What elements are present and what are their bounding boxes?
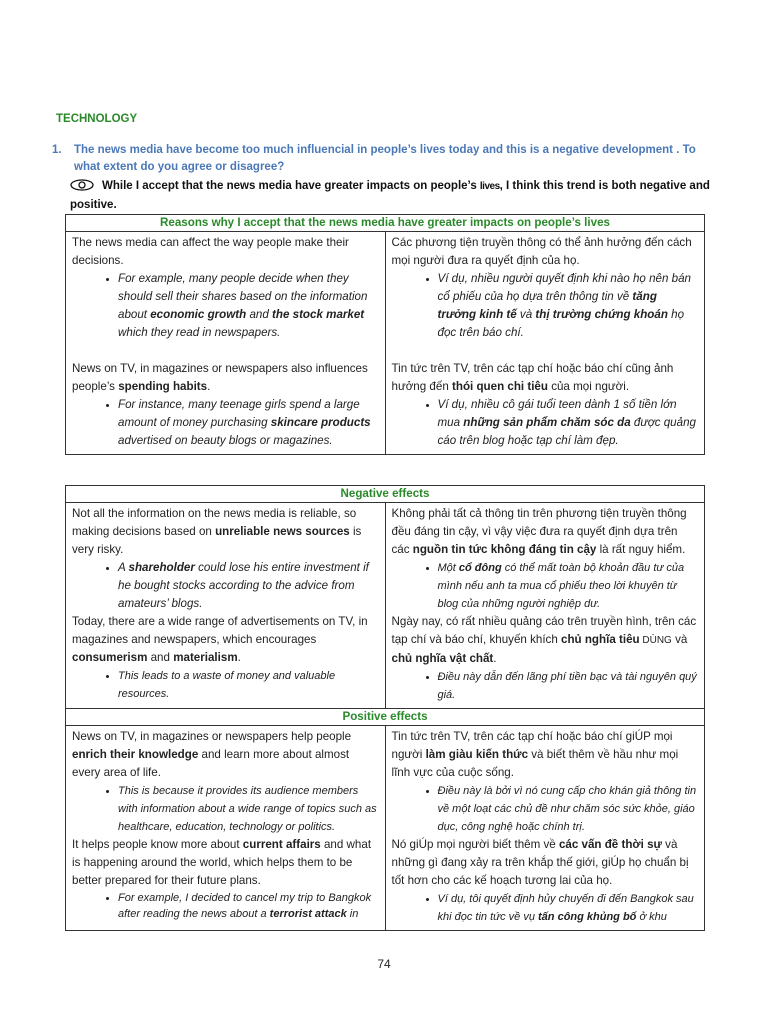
neg-en-point-2: Today, there are a wide range of advertisements on TV, in magazines and newspapers, which encourages consumerism and materialism.: [72, 615, 368, 664]
page-number: 74: [377, 957, 391, 971]
negative-vietnamese-cell: [385, 503, 705, 709]
pos-vi-point-2: Nó giÚp mọi người biết thêm về các vấn đề thời sự và những gì đang xảy ra trên khắp thế giới, giÚp họ chuẩn bị tốt hơn cho các kế hoạch tương lai của họ.: [391, 838, 689, 887]
pos-vi-example-1: • Điều này là bởi vì nó cung cấp cho khán giả thông tin về một loạt các chủ đề như chăm sóc sức khỏe, giáo dục, công nghệ hoặc chính trị.: [438, 782, 699, 836]
pos-en-example-2: • For example, I decided to cancel my trip to Bangkok after reading the news about a terrorist attack in: [118, 890, 379, 922]
reasons-vi-example-1: • Ví dụ, nhiều người quyết định khi nào họ nên bán cổ phiếu của họ dựa trên thông tin về tăng trưởng kinh tế và thị trường chứng khoán họ đọc trên báo chí.: [438, 270, 699, 342]
reasons-vi-example-2: • Ví dụ, nhiều cô gái tuổi teen dành 1 số tiền lớn mua những sản phẩm chăm sóc da được quảng cáo trên blog hoặc tạp chí làm đẹp.: [438, 396, 699, 450]
neg-vi-point-1: Không phải tất cả thông tin trên phương tiện truyền thông đều đáng tin cậy, vì vậy việc đưa ra quyết định dựa trên các nguồn tin tức không đáng tin cậy là rất nguy hiểm.: [391, 507, 687, 556]
thesis-lives: lives: [479, 181, 500, 192]
neg-en-point-1: Not all the information on the news media is reliable, so making decisions based on unreliable news sources is very risky.: [72, 507, 362, 556]
reasons-en-example-1: • For example, many people decide when they should sell their shares based on the information about economic growth and the stock market which they read in newspapers.: [118, 270, 379, 342]
pos-vi-point-1: Tin tức trên TV, trên các tạp chí hoặc báo chí giÚP mọi người làm giàu kiến thức và biết thêm về hầu như mọi lĩnh vực của cuộc sống.: [391, 730, 679, 779]
negative-effects-header: Negative effects: [66, 486, 705, 503]
thesis-statement: [70, 178, 710, 214]
neg-en-example-1: • A shareholder could lose his entire investment if he bought stocks according to the advice from amateurs’ blogs.: [118, 559, 379, 613]
neg-vi-example-1: • Một cổ đông có thể mất toàn bộ khoản đầu tư của mình nếu anh ta mua cổ phiếu theo lời khuyên từ blog của những người nghiệp dư.: [438, 559, 699, 613]
reasons-vi-point-1: Các phương tiện truyền thông có thể ảnh hưởng đến cách mọi người đưa ra quyết định của họ.: [391, 236, 692, 267]
reasons-vietnamese-cell: [385, 232, 705, 455]
negative-english-cell: [66, 503, 386, 709]
question-text: The news media have become too much influencial in people’s lives today and this is a negative development . To what extent do you agree or disagree?: [74, 144, 696, 173]
thesis-text-2: , I think this trend is both negative and positive.: [70, 180, 710, 211]
reasons-en-example-2: • For instance, many teenage girls spend a large amount of money purchasing skincare products advertised on beauty blogs or magazines.: [118, 396, 379, 450]
reasons-english-cell: [66, 232, 386, 455]
question-number: 1.: [52, 144, 62, 156]
section-heading: TECHNOLOGY: [56, 113, 138, 125]
positive-effects-header: Positive effects: [66, 709, 705, 726]
pos-vi-example-2: • Ví dụ, tôi quyết định hủy chuyến đi đến Bangkok sau khi đọc tin tức về vụ tấn công khủng bố ở khu: [438, 890, 699, 926]
reasons-table: [65, 214, 705, 455]
pos-en-example-1: • This is because it provides its audience members with information about a wide range of topics such as healthcare, education, technology or politics.: [118, 782, 379, 836]
pos-en-point-1: News on TV, in magazines or newspapers help people enrich their knowledge and learn more about almost every area of life.: [72, 730, 352, 779]
neg-vi-example-2: • Điều này dẫn đến lãng phí tiền bạc và tài nguyên quý giá.: [438, 668, 699, 704]
reasons-en-point-1: The news media can affect the way people make their decisions.: [72, 236, 349, 267]
positive-vietnamese-cell: [385, 726, 705, 931]
reasons-en-point-2: News on TV, in magazines or newspapers also influences people’s spending habits.: [72, 362, 368, 393]
eye-icon: [70, 179, 94, 197]
pos-en-point-2: It helps people know more about current affairs and what is happening around the world, which helps them to be better prepared for their future plans.: [72, 838, 372, 887]
thesis-text-1: While I accept that the news media have greater impacts on people’s: [102, 180, 480, 192]
reasons-vi-point-2: Tin tức trên TV, trên các tạp chí hoặc báo chí cũng ảnh hưởng đến thói quen chi tiêu của mọi người.: [391, 362, 674, 393]
neg-en-example-2: • This leads to a waste of money and valuable resources.: [118, 667, 379, 703]
effects-table: [65, 485, 705, 931]
essay-question: [52, 142, 712, 176]
reasons-table-header: Reasons why I accept that the news media have greater impacts on people’s lives: [66, 215, 705, 232]
positive-english-cell: [66, 726, 386, 931]
neg-vi-point-2: Ngày nay, có rất nhiều quảng cáo trên truyền hình, trên các tạp chí và báo chí, khuyến khích chủ nghĩa tiêu DÙNG và chủ nghĩa vật chất.: [391, 615, 697, 665]
